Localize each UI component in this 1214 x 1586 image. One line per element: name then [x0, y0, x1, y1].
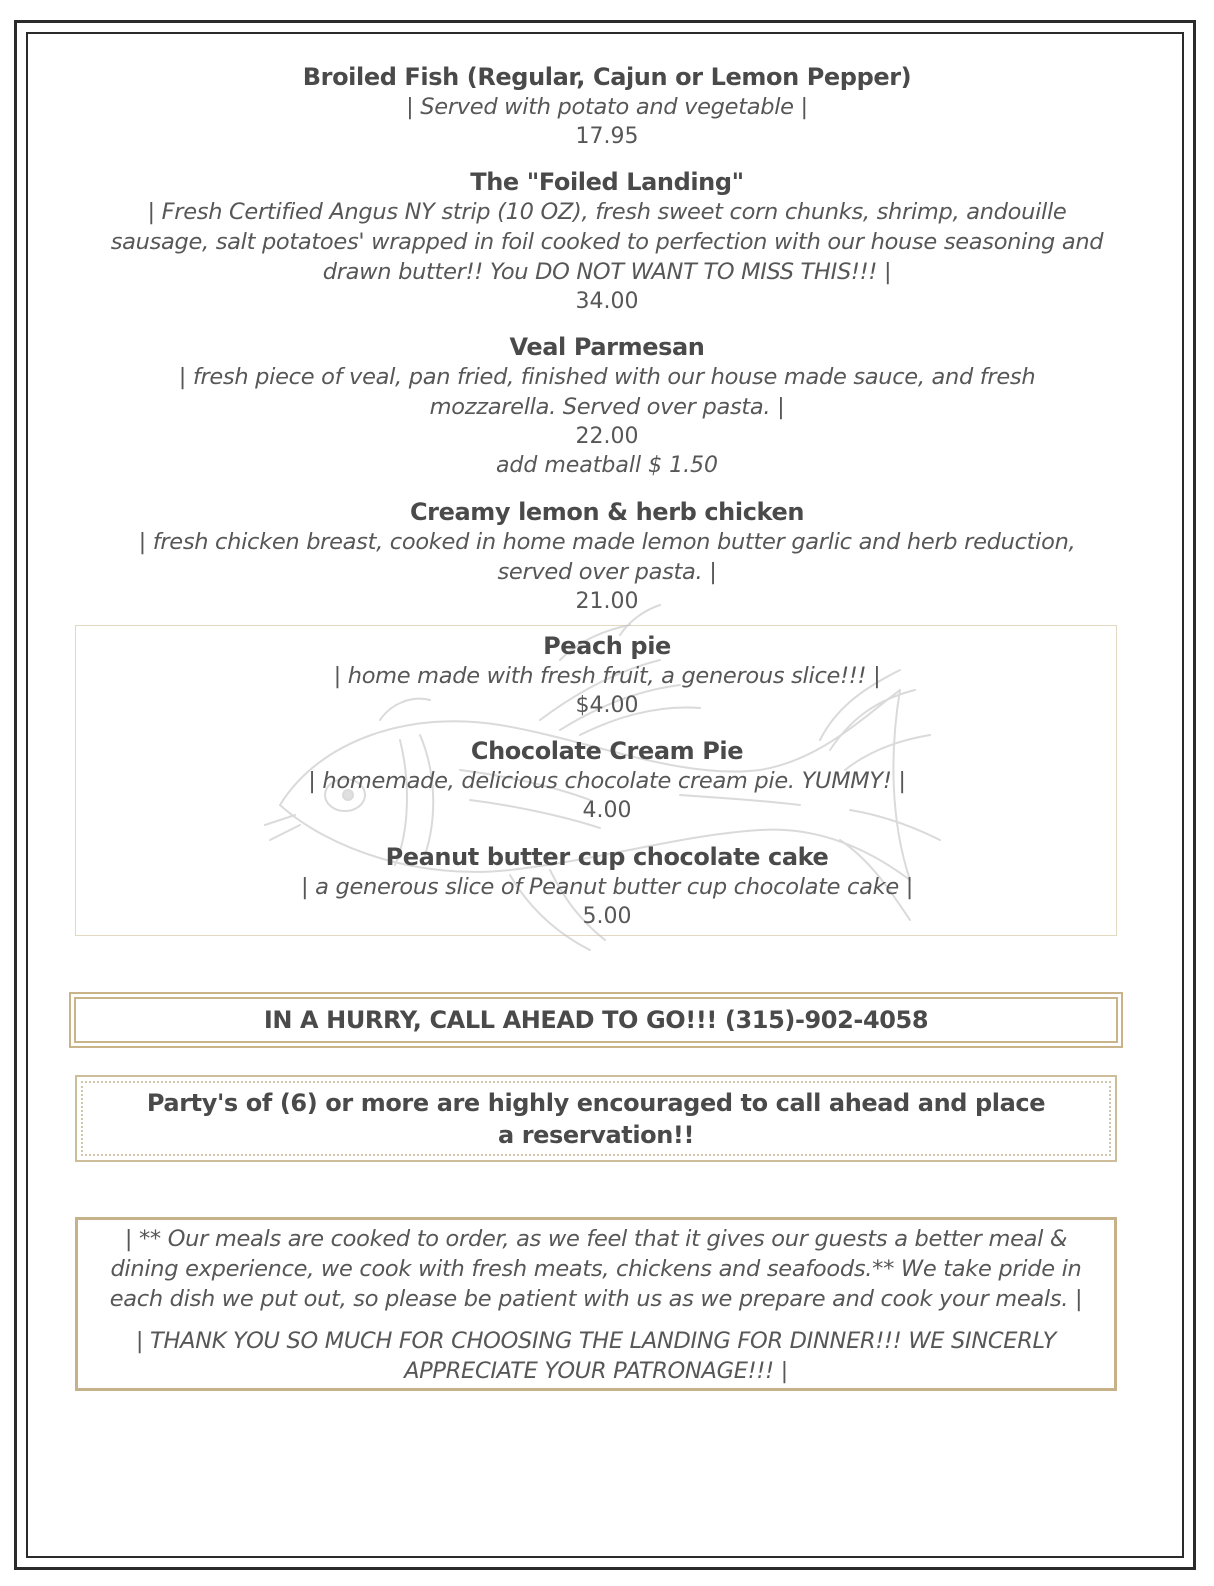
- menu-item-description: | Fresh Certified Angus NY strip (10 OZ), fresh sweet corn chunks, shrimp, andouille sausage, salt potatoes' wrapped in foil cooked to perfection with our house seasoning and drawn butter!! You DO NOT WANT TO MISS THIS!!! |: [110, 199, 1104, 285]
- dessert-item-peanut-butter-cake: [150, 842, 1064, 931]
- menu-item-addon: add meatball $ 1.50: [495, 453, 719, 478]
- menu-item-title: Veal Parmesan: [509, 333, 705, 361]
- menu-item-broiled-fish: [90, 62, 1124, 151]
- menu-item-veal-parmesan: [150, 332, 1064, 481]
- menu-item-price: 34.00: [575, 289, 639, 314]
- dessert-title: Chocolate Cream Pie: [470, 737, 744, 765]
- dessert-price: 5.00: [582, 904, 632, 929]
- dessert-description: | homemade, delicious chocolate cream pie. YUMMY! |: [308, 768, 906, 794]
- menu-item-price: 17.95: [575, 124, 639, 149]
- dessert-price: $4.00: [575, 693, 639, 718]
- party-reservation-text: Party's of (6) or more are highly encouraged to call ahead and place a reservation!!: [81, 1081, 1111, 1156]
- dessert-item-peach-pie: [150, 631, 1064, 720]
- dessert-title: Peanut butter cup chocolate cake: [385, 843, 829, 871]
- call-ahead-text: IN A HURRY, CALL AHEAD TO GO!!! (315)-902-4058: [74, 997, 1118, 1043]
- menu-item-title: The "Foiled Landing": [470, 168, 744, 196]
- dessert-title: Peach pie: [543, 632, 671, 660]
- thank-you-text: | THANK YOU SO MUCH FOR CHOOSING THE LANDING FOR DINNER!!! WE SINCERLY APPRECIATE YOUR PATRONAGE!!! |: [135, 1328, 1057, 1384]
- dessert-price: 4.00: [582, 798, 632, 823]
- menu-item-description: | fresh chicken breast, cooked in home made lemon butter garlic and herb reduction, served over pasta. |: [138, 529, 1076, 585]
- menu-item-title: Creamy lemon & herb chicken: [409, 498, 805, 526]
- menu-item-title: Broiled Fish (Regular, Cajun or Lemon Pepper): [302, 63, 912, 91]
- menu-item-lemon-herb-chicken: [100, 497, 1114, 616]
- call-ahead-banner: [69, 992, 1123, 1048]
- menu-item-price: 22.00: [575, 424, 639, 449]
- cooked-to-order-text: | ** Our meals are cooked to order, as we feel that it gives our guests a better meal & dining experience, we cook with fresh meats, chickens and seafoods.** We take pride in each dish we put out, so please be patient with us as we prepare and cook your meals. |: [109, 1226, 1083, 1312]
- dessert-item-chocolate-cream-pie: [150, 736, 1064, 825]
- menu-item-description: | Served with potato and vegetable |: [406, 94, 808, 120]
- menu-item-foiled-landing: [100, 167, 1114, 316]
- kitchen-notice: [75, 1217, 1117, 1391]
- dessert-description: | home made with fresh fruit, a generous slice!!! |: [333, 663, 881, 689]
- party-reservation-notice: [75, 1075, 1117, 1162]
- dessert-description: | a generous slice of Peanut butter cup chocolate cake |: [300, 874, 914, 900]
- menu-item-description: | fresh piece of veal, pan fried, finished with our house made sauce, and fresh mozzarella. Served over pasta. |: [178, 364, 1036, 420]
- menu-item-price: 21.00: [575, 589, 639, 614]
